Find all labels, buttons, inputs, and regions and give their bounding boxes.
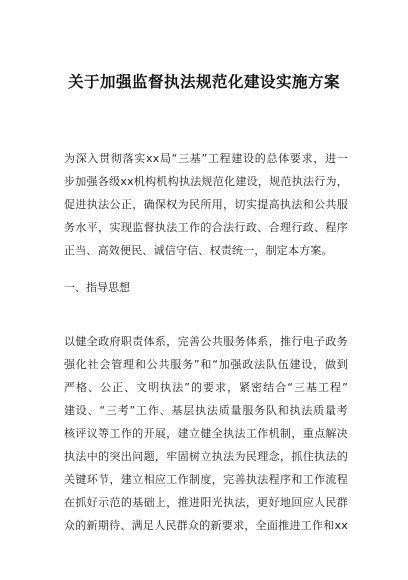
paragraph-line: 建设、“三考”工作、基层执法质量服务队和执法质量考 [64, 404, 348, 417]
paragraph-line: 众的新期待、满足人民群众的新要求，全面推进工作和xx [64, 519, 348, 532]
paragraph-line: 务水平，实现监督执法工作的合法行政、合理行政、程序 [64, 221, 348, 234]
paragraph-line: 为深入贯彻落实xx局“三基”工程建设的总体要求，进一 [64, 152, 348, 165]
paragraph-line: 以健全政府职责体系，完善公共服务体系，推行电子政务 [64, 335, 348, 348]
paragraph-line: 在抓好示范的基础上，推进阳光执法，更好地回应人民群 [64, 496, 348, 509]
intro-paragraph [64, 147, 348, 262]
document-title: 关于加强监督执法规范化建设实施方案 [67, 73, 340, 91]
paragraph-line: 促进执法公正，确保权为民所用，切实提高执法和公共服 [64, 198, 348, 211]
paragraph-line: 严格、公正、文明执法”的要求，紧密结合“三基工程” [64, 381, 348, 394]
paragraph-line: 核评议等工作的开展，建立健全执法工作机制，重点解决 [64, 427, 348, 440]
paragraph-line: 关键环节，建立相应工作制度，完善执法程序和工作流程 [64, 473, 348, 486]
paragraph-line: 执法中的突出问题，牢固树立执法为民理念，抓住执法的 [64, 450, 348, 463]
paragraph-line: 步加强各级xx机构机构执法规范化建设，规范执法行为， [64, 175, 348, 188]
paragraph-line: 正当、高效便民、诚信守信、权责统一，制定本方案。 [64, 244, 333, 257]
section-heading: 一、指导思想 [64, 281, 130, 294]
paragraph-line: 强化社会管理和公共服务”和“加强政法队伍建设，做到 [64, 358, 348, 371]
body-paragraph [64, 330, 348, 537]
